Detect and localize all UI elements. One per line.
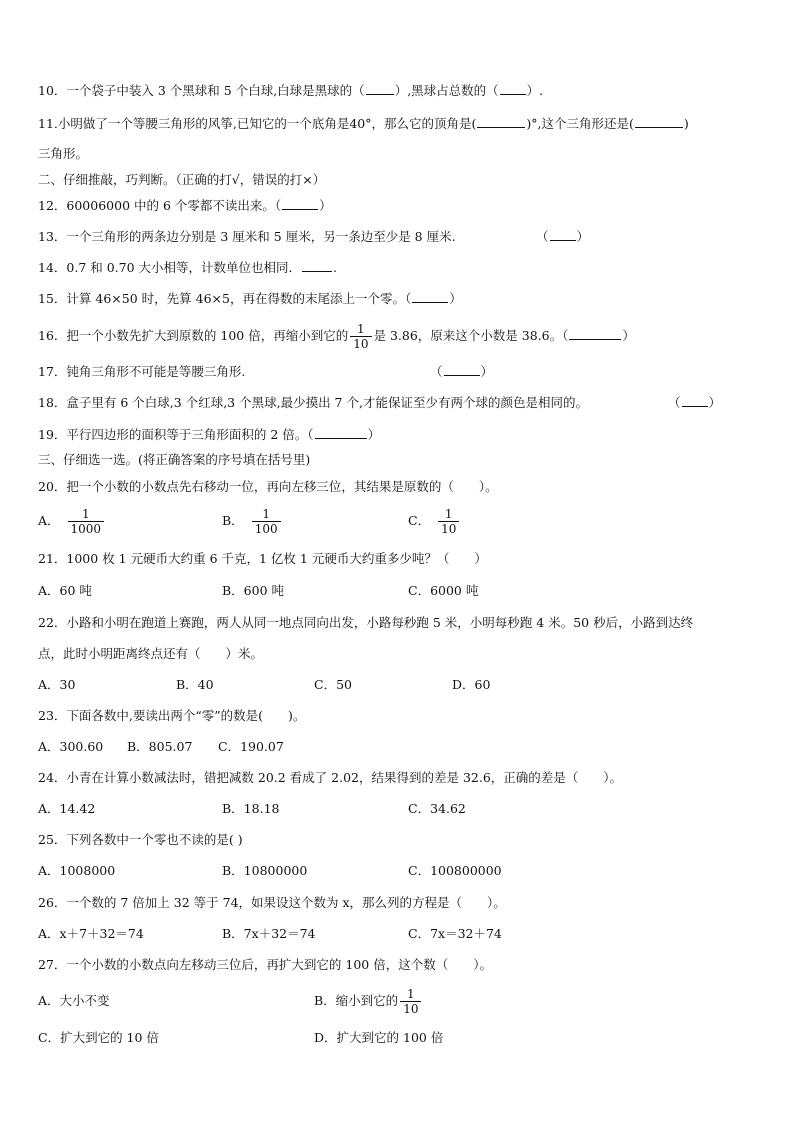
option-a[interactable]: A．60 吨 [38, 583, 92, 598]
question-22-continued: 点，此时小明距离终点还有（ ）米。 [38, 646, 264, 661]
option-c[interactable]: C．50 [314, 677, 352, 692]
option-b[interactable]: B．10800000 [222, 863, 308, 878]
question-17: 17．钝角三角形不可能是等腰三角形. [38, 364, 246, 379]
answer-blank[interactable] [477, 115, 525, 128]
question-13: 13．一个三角形的两条边分别是 3 厘米和 5 厘米，另一条边至少是 8 厘米. [38, 229, 456, 244]
question-16: 16．把一个小数先扩大到原数的 100 倍，再缩小到它的 $\frac{1}{10}$ 是 3.86，原来这个小数是 38.6。（ ） [38, 322, 635, 351]
option-a[interactable]: A．30 [38, 677, 76, 692]
question-25: 25．下列各数中一个零也不读的是( ) [38, 832, 243, 847]
fraction: $\frac{1}{1000}$ [68, 507, 105, 536]
option-a[interactable]: A．300.60 [38, 739, 104, 754]
question-19: 19．平行四边形的面积等于三角形面积的 2 倍。（ ） [38, 427, 381, 442]
question-18: 18．盒子里有 6 个白球,3 个红球,3 个黑球,最少摸出 7 个,才能保证至少有两个球的颜色是相同的。 [38, 395, 588, 410]
option-b[interactable]: B．600 吨 [222, 583, 285, 598]
option-b[interactable]: B．40 [176, 677, 214, 692]
question-13-answer: （ ） [536, 229, 590, 244]
section-2-heading: 二、仔细推敲，巧判断。（正确的打√，错误的打×） [38, 172, 326, 187]
option-c[interactable]: C． $\frac{1}{10}$ [408, 505, 461, 537]
option-a[interactable]: A． $\frac{1}{1000}$ [38, 505, 106, 537]
section-3-heading: 三、仔细选一选。(将正确答案的序号填在括号里) [38, 452, 311, 467]
question-20: 20．把一个小数的小数点先右移动一位，再向左移三位，其结果是原数的（ ）。 [38, 479, 498, 494]
option-c[interactable]: C．7x＝32＋74 [408, 926, 502, 941]
answer-blank[interactable] [569, 327, 621, 340]
question-21: 21．1000 枚 1 元硬币大约重 6 千克，1 亿枚 1 元硬币大约重多少吨？（ ） [38, 551, 487, 566]
answer-blank[interactable] [550, 228, 576, 241]
option-b[interactable]: B．缩小到它的 $\frac{1}{10}$ [314, 986, 423, 1016]
option-d[interactable]: D．60 [452, 677, 491, 692]
question-23: 23．下面各数中,要读出两个“零”的数是( )。 [38, 708, 306, 723]
question-18-answer: （ ） [668, 395, 722, 410]
option-d[interactable]: D．扩大到它的 100 倍 [314, 1030, 444, 1045]
fraction: $\frac{1}{10}$ [438, 507, 459, 536]
question-10: 10．一个袋子中装入 3 个黑球和 5 个白球,白球是黑球的（ ）,黑球占总数的（ ）. [38, 83, 544, 98]
question-27: 27．一个小数的小数点向左移动三位后，再扩大到它的 100 倍，这个数（ ）。 [38, 957, 492, 972]
question-24: 24．小青在计算小数减法时，错把减数 20.2 看成了 2.02，结果得到的差是 32.6，正确的差是（ ）。 [38, 770, 623, 785]
question-11-continued: 三角形。 [38, 146, 89, 161]
question-17-answer: （ ） [430, 364, 494, 379]
question-11: 11.小明做了一个等腰三角形的风筝,已知它的一个底角是40°，那么它的顶角是( )°,这个三角形还是( ) [38, 116, 689, 131]
answer-blank[interactable] [412, 290, 448, 303]
option-b[interactable]: B． $\frac{1}{100}$ [222, 505, 283, 537]
answer-blank[interactable] [366, 82, 394, 95]
option-b[interactable]: B．7x＋32＝74 [222, 926, 316, 941]
question-12: 12．60006000 中的 6 个零都不读出来。（ ） [38, 198, 332, 213]
option-b[interactable]: B．805.07 [127, 739, 193, 754]
option-c[interactable]: C．34.62 [408, 801, 466, 816]
option-a[interactable]: A．x＋7＋32＝74 [38, 926, 144, 941]
question-15: 15．计算 46×50 时，先算 46×5，再在得数的末尾添上一个零。（ ） [38, 291, 462, 306]
option-c[interactable]: C．100800000 [408, 863, 502, 878]
option-a[interactable]: A．大小不变 [38, 993, 110, 1008]
answer-blank[interactable] [682, 394, 708, 407]
option-c[interactable]: C．6000 吨 [408, 583, 479, 598]
answer-blank[interactable] [444, 363, 480, 376]
answer-blank[interactable] [635, 115, 683, 128]
option-c[interactable]: C．190.07 [218, 739, 284, 754]
answer-blank[interactable] [315, 426, 367, 439]
answer-blank[interactable] [282, 197, 318, 210]
fraction: $\frac{1}{10}$ [400, 987, 421, 1016]
question-14: 14．0.7 和 0.70 大小相等，计数单位也相同． . [38, 260, 338, 275]
fraction: $\frac{1}{10}$ [350, 322, 371, 351]
question-22: 22．小路和小明在跑道上赛跑，两人从同一地点同向出发，小路每秒跑 5 米，小明每秒跑 4 米。50 秒后，小路到达终 [38, 615, 694, 630]
question-26: 26．一个数的 7 倍加上 32 等于 74，如果设这个数为 x，那么列的方程是（ ）。 [38, 895, 506, 910]
option-c[interactable]: C．扩大到它的 10 倍 [38, 1030, 159, 1045]
fraction: $\frac{1}{100}$ [252, 507, 281, 536]
answer-blank[interactable] [302, 259, 332, 272]
answer-blank[interactable] [500, 82, 526, 95]
option-a[interactable]: A．1008000 [38, 863, 116, 878]
option-b[interactable]: B．18.18 [222, 801, 280, 816]
option-a[interactable]: A．14.42 [38, 801, 96, 816]
